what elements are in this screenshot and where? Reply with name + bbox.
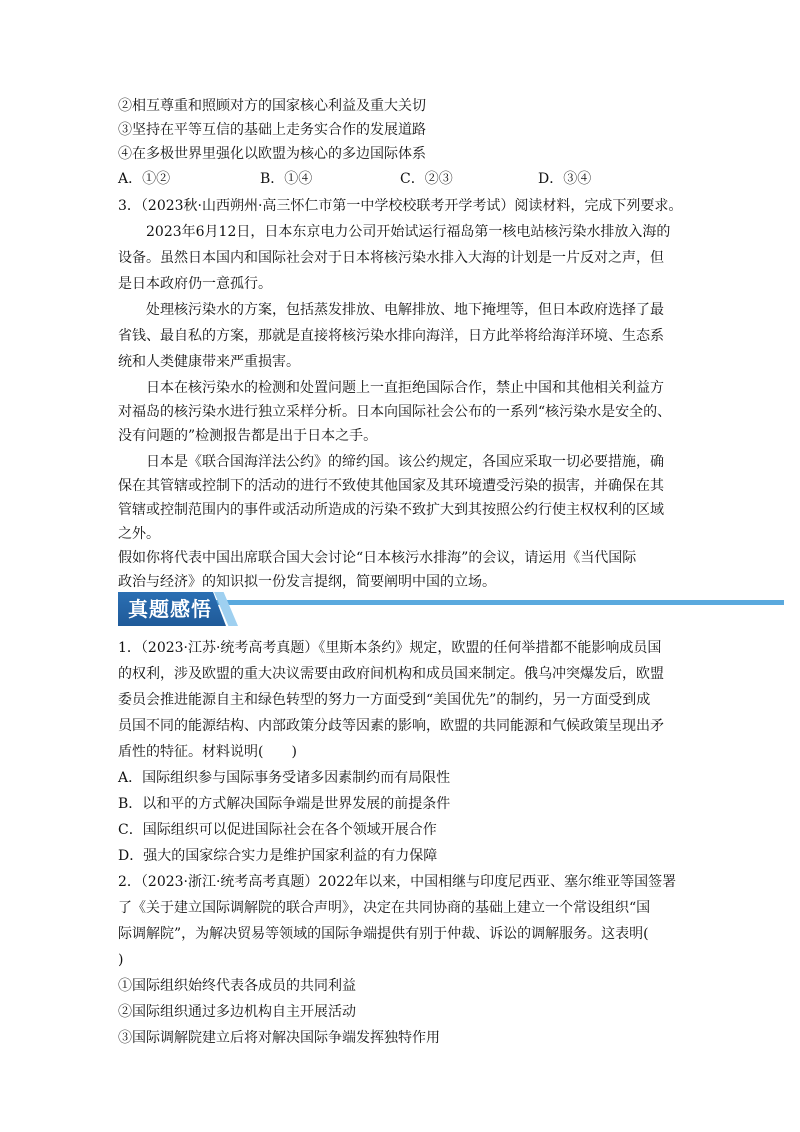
- q3-line: 政治与经济》的知识拟一份发言提纲，简要阐明中国的立场。: [118, 574, 496, 590]
- real-q2-line: ): [118, 952, 124, 968]
- q3-line: 日本在核污染水的检测和处置问题上一直拒绝国际合作，禁止中国和其他相关利益方: [146, 380, 664, 396]
- choice-a: A．①②: [118, 171, 171, 187]
- real-q1-option-a: A．国际组织参与国际事务受诸多因素制约而有局限性: [118, 770, 451, 786]
- q3-line: 统和人类健康带来严重损害。: [118, 354, 300, 370]
- choice-c: C．②③: [400, 171, 453, 187]
- q3-line: 对福岛的核污染水进行独立采样分析。日本向国际社会公布的一系列“核污染水是安全的、: [118, 404, 672, 420]
- q3-line: 保在其管辖或控制下的活动的进行不致使其他国家及其环境遭受污染的损害，并确保在其: [118, 478, 664, 494]
- real-q1-option-c: C．国际组织可以促进国际社会在各个领域开展合作: [118, 822, 437, 838]
- q2-choices: [118, 167, 678, 191]
- real-q2-line: 2．（2023·浙江·统考高考真题）2022年以来，中国相继与印度尼西亚、塞尔维亚等国签署: [118, 874, 677, 890]
- q3-line: 省钱、最自私的方案，那就是直接将核污染水排向海洋，日方此举将给海洋环境、生态系: [118, 328, 664, 344]
- real-q2-line: 际调解院”，为解决贸易等领域的国际争端提供有别于仲裁、诉讼的调解服务。这表明(: [118, 926, 649, 942]
- real-q1-option-b: B．以和平的方式解决国际争端是世界发展的前提条件: [118, 796, 451, 812]
- q3-line: 2023年6月12日，日本东京电力公司开始试运行福岛第一核电站核污染水排放入海的: [146, 224, 671, 240]
- q3-line: 没有问题的”检测报告都是出于日本之手。: [118, 428, 378, 444]
- q3-line: 之外。: [118, 526, 160, 542]
- q3-line: 是日本政府仍一意孤行。: [118, 276, 272, 292]
- real-q1-line: 盾性的特征。材料说明( ): [118, 744, 297, 760]
- q2-item-3: ③坚持在平等互信的基础上走务实合作的发展道路: [118, 122, 426, 138]
- q2-item-4: ④在多极世界里强化以欧盟为核心的多边国际体系: [118, 146, 426, 162]
- real-q2-item-2: ②国际组织通过多边机构自主开展活动: [118, 1004, 356, 1020]
- real-q1-line: 的权利，涉及欧盟的重大决议需要由政府间机构和成员国来制定。俄乌冲突爆发后，欧盟: [118, 666, 664, 682]
- q3-header: 3．（2023秋·山西朔州·高三怀仁市第一中学校校联考开学考试）阅读材料，完成下列要求。: [118, 198, 683, 214]
- q3-line: 设备。虽然日本国内和国际社会对于日本将核污染水排入大海的计划是一片反对之声，但: [118, 250, 664, 266]
- real-q1-line: 员国不同的能源结构、内部政策分歧等因素的影响，欧盟的共同能源和气候政策呈现出矛: [118, 718, 664, 734]
- real-q1-line: 1．（2023·江苏·统考高考真题）《里斯本条约》规定，欧盟的任何举措都不能影响成员国: [118, 640, 662, 656]
- real-q2-item-1: ①国际组织始终代表各成员的共同利益: [118, 978, 356, 994]
- real-q2-item-3: ③国际调解院建立后将对解决国际争端发挥独特作用: [118, 1030, 440, 1046]
- banner-title: 真题感悟: [128, 597, 212, 621]
- real-q1-line: 委员会推进能源自主和绿色转型的努力一方面受到“美国优先”的制约，另一方面受到成: [118, 692, 651, 708]
- q3-line: 处理核污染水的方案，包括蒸发排放、电解排放、地下掩埋等，但日本政府选择了最: [146, 302, 664, 318]
- section-banner: [118, 592, 784, 626]
- choice-d: D．③④: [538, 171, 592, 187]
- q3-line: 假如你将代表中国出席联合国大会讨论“日本核污水排海”的会议，请运用《当代国际: [118, 550, 637, 566]
- q3-line: 管辖或控制范围内的事件或活动所造成的污染不致扩大到其按照公约行使主权权利的区域: [118, 502, 664, 518]
- choice-b: B．①④: [260, 171, 313, 187]
- real-q2-line: 了《关于建立国际调解院的联合声明》，决定在共同协商的基础上建立一个常设组织“国: [118, 900, 651, 916]
- real-q1-option-d: D．强大的国家综合实力是维护国家利益的有力保障: [118, 848, 438, 864]
- q3-line: 日本是《联合国海洋法公约》的缔约国。该公约规定，各国应采取一切必要措施，确: [146, 454, 664, 470]
- q2-item-2: ②相互尊重和照顾对方的国家核心利益及重大关切: [118, 98, 426, 114]
